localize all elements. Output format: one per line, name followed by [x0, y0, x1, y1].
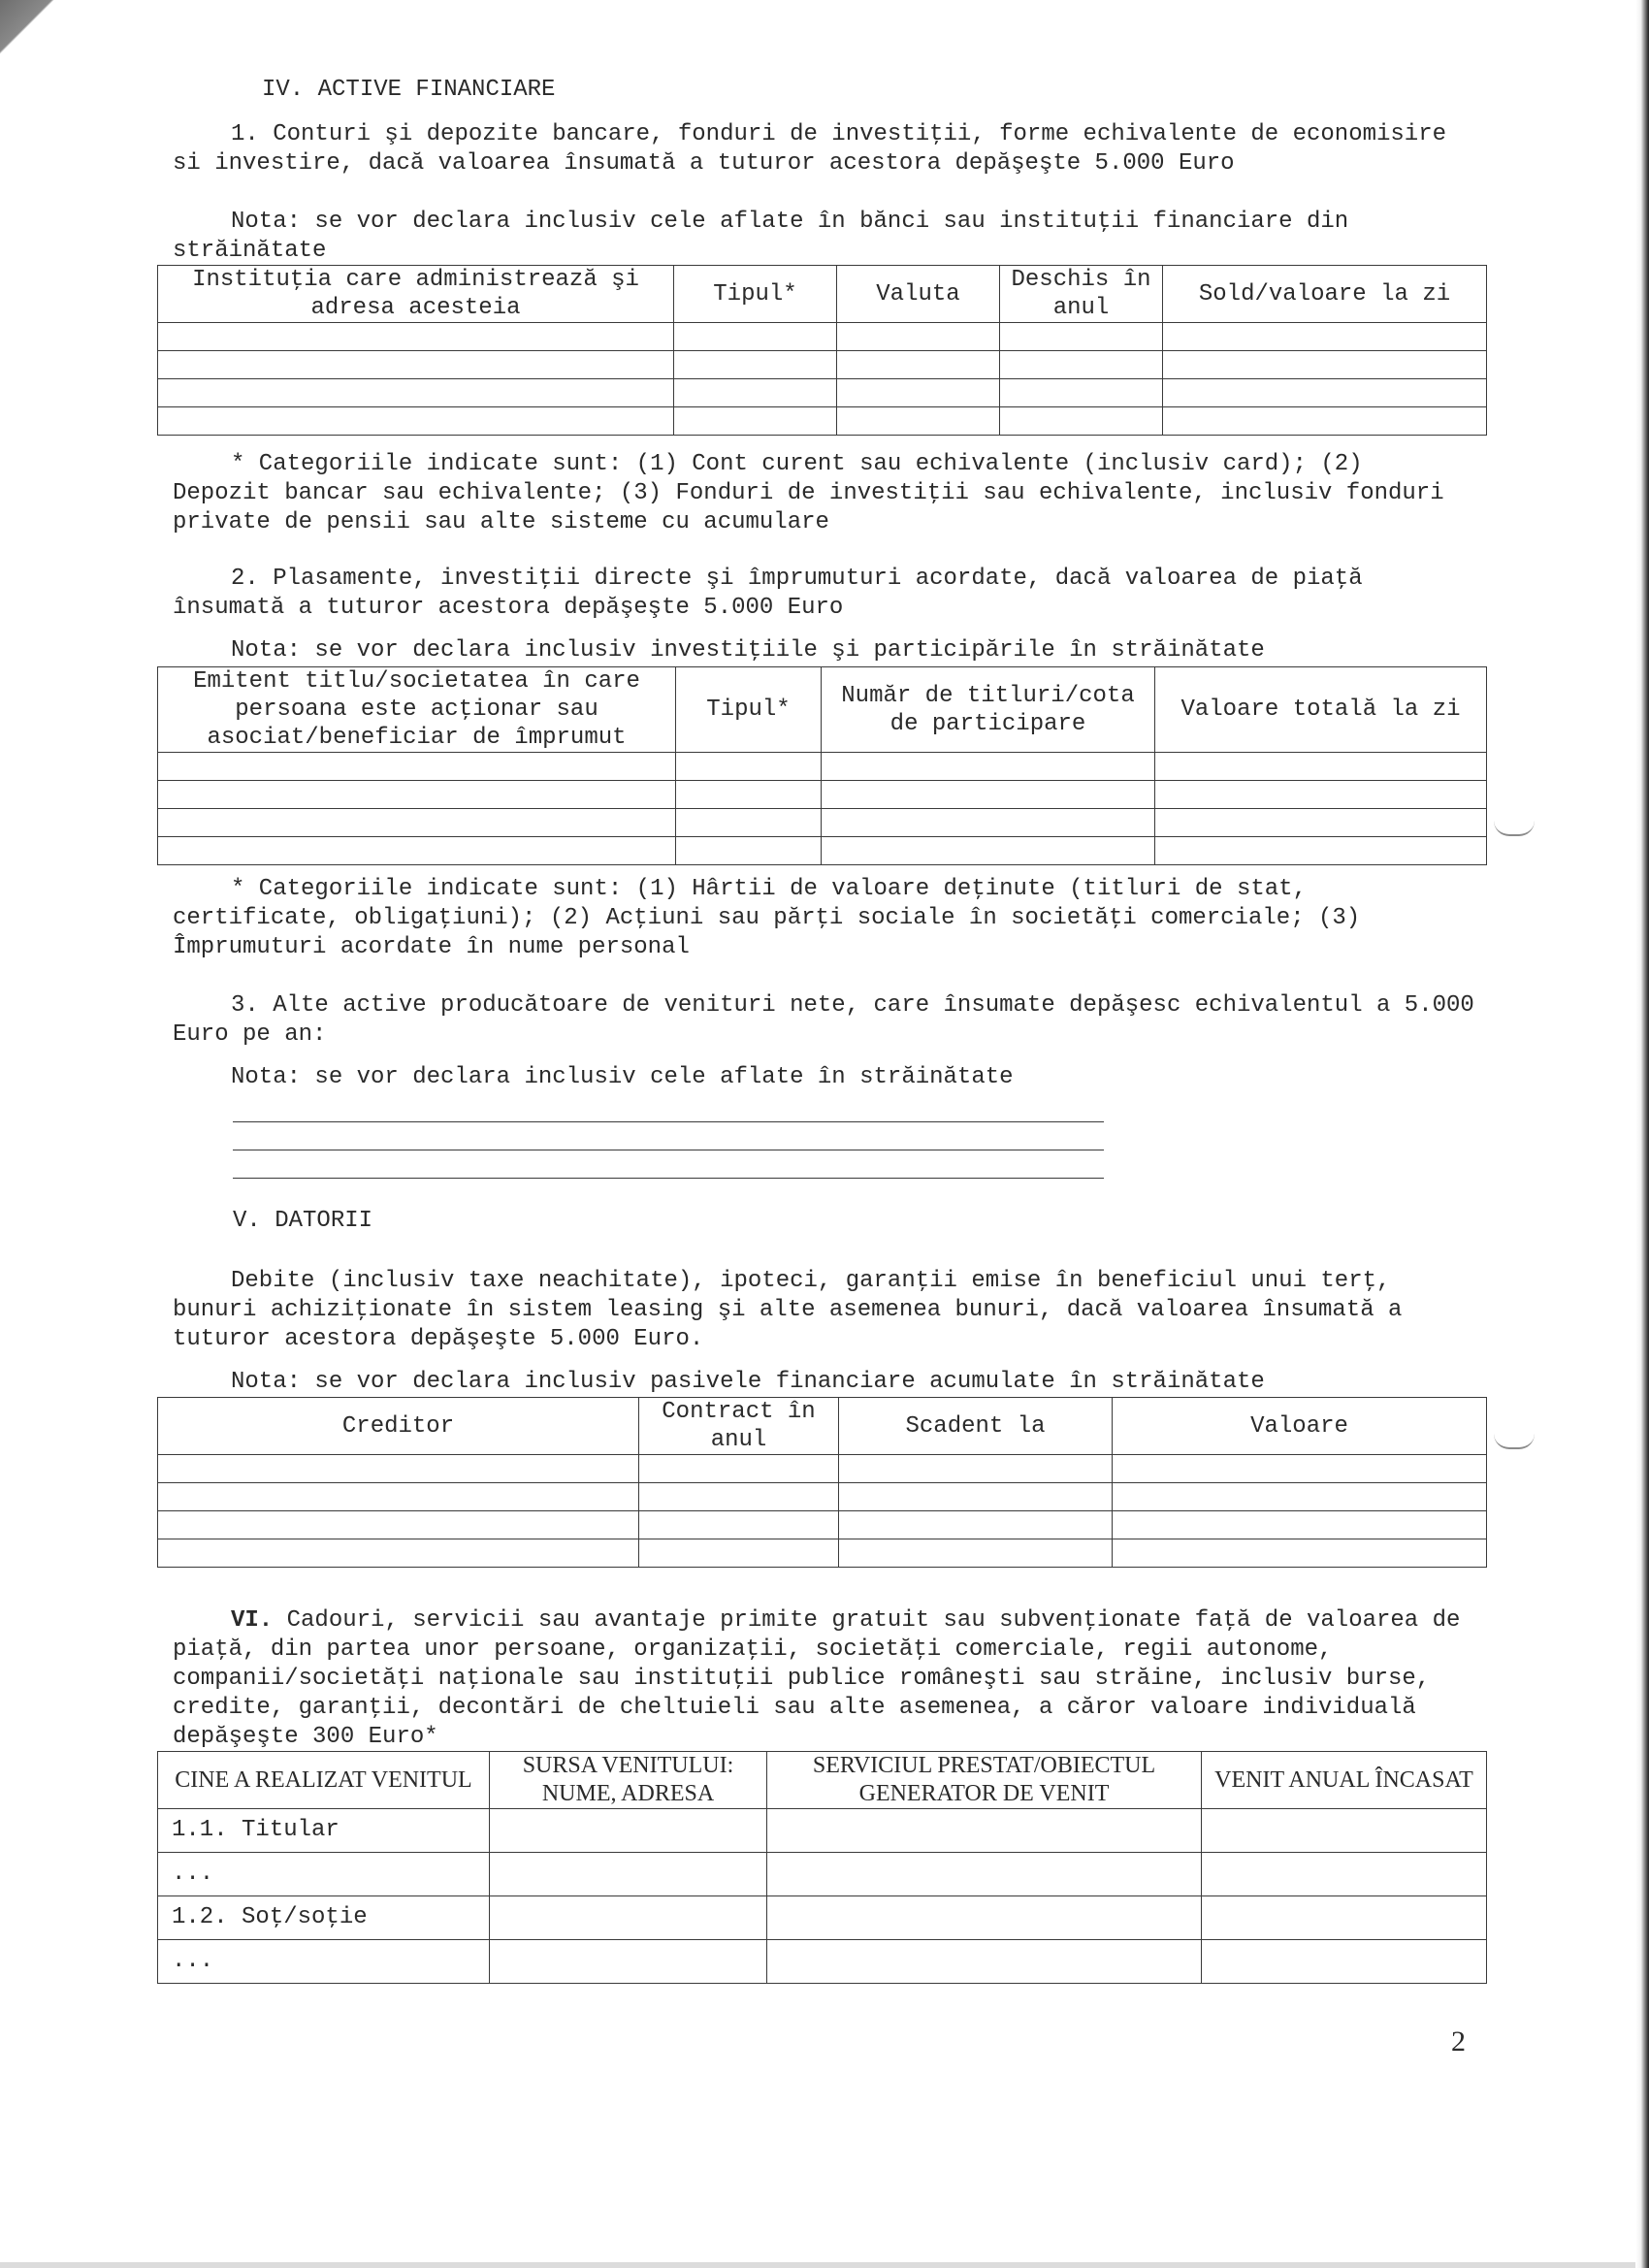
table-cell[interactable] — [676, 753, 822, 781]
table-cell[interactable] — [676, 809, 822, 837]
table-cell[interactable] — [490, 1896, 767, 1940]
table-cell[interactable] — [490, 1809, 767, 1853]
table-cell[interactable] — [1113, 1511, 1487, 1539]
table-row — [158, 753, 1487, 781]
investments-table — [157, 666, 1487, 865]
table-cell[interactable] — [674, 323, 837, 351]
paragraph-iv-3: 3. Alte active producătoare de venituri nete, care însumate depăşesc echivalentul a 5.000 Euro pe an: — [173, 992, 1489, 1048]
table-cell[interactable] — [1000, 351, 1163, 379]
paragraph-v: Debite (inclusiv taxe neachitate), ipoteci, garanţii emise în beneficiul unui terţ, bunuri achiziţionate în sistem leasing şi alte asemenea bunuri, dacă valoarea însumată a tuturor acestora depăşeşte 5.000 Euro. — [173, 1268, 1416, 1352]
column-header: Valuta — [837, 266, 1000, 323]
table-cell[interactable] — [676, 837, 822, 865]
table-header-row — [158, 1752, 1487, 1809]
table-row — [158, 1483, 1487, 1511]
table-cell[interactable] — [1113, 1483, 1487, 1511]
scan-mark — [1494, 821, 1535, 836]
column-header: Tipul* — [674, 266, 837, 323]
column-header: SURSA VENITULUI: NUME, ADRESA — [490, 1752, 767, 1809]
table-cell[interactable] — [1000, 407, 1163, 436]
column-header: Deschis în anul — [1000, 266, 1163, 323]
note-iv-1: Nota: se vor declara inclusiv cele aflate în bănci sau instituţii financiare din străinătate — [173, 209, 1363, 264]
table-cell[interactable] — [1000, 379, 1163, 407]
table-cell[interactable] — [1163, 407, 1487, 436]
table-cell[interactable] — [158, 781, 676, 809]
table-cell[interactable] — [1163, 323, 1487, 351]
column-header: Sold/valoare la zi — [1163, 266, 1487, 323]
column-header: Contract în anul — [639, 1398, 839, 1455]
column-header: Valoare totală la zi — [1155, 667, 1487, 753]
table-cell[interactable] — [158, 407, 674, 436]
table-cell[interactable] — [1155, 837, 1487, 865]
table-cell[interactable] — [1202, 1940, 1487, 1984]
table-row — [158, 1896, 1487, 1940]
table-cell[interactable] — [839, 1455, 1113, 1483]
page-number: 2 — [1451, 2025, 1466, 2057]
table-cell[interactable] — [158, 1511, 639, 1539]
table-row — [158, 1940, 1487, 1984]
column-header: Număr de titluri/cota de participare — [822, 667, 1155, 753]
column-header: SERVICIUL PRESTAT/OBIECTUL GENERATOR DE VENIT — [767, 1752, 1202, 1809]
scan-edge-bottom — [0, 2262, 1635, 2268]
table-cell[interactable] — [1155, 781, 1487, 809]
table-cell[interactable] — [822, 753, 1155, 781]
column-header: Scadent la — [839, 1398, 1113, 1455]
table-row — [158, 351, 1487, 379]
table-cell[interactable] — [1113, 1455, 1487, 1483]
scan-edge — [1635, 0, 1649, 2268]
table-cell[interactable] — [158, 379, 674, 407]
column-header: Instituţia care administrează şi adresa acesteia — [158, 266, 674, 323]
column-header: VENIT ANUAL ÎNCASAT — [1202, 1752, 1487, 1809]
table-cell[interactable] — [837, 323, 1000, 351]
table-cell[interactable] — [158, 837, 676, 865]
table-cell[interactable] — [1155, 753, 1487, 781]
table-cell[interactable] — [490, 1853, 767, 1896]
table-row — [158, 1809, 1487, 1853]
table-cell[interactable] — [839, 1539, 1113, 1568]
folded-corner — [0, 0, 68, 68]
table-row — [158, 323, 1487, 351]
column-header: Valoare — [1113, 1398, 1487, 1455]
table-row — [158, 809, 1487, 837]
note-iv-2: Nota: se vor declara inclusiv investiţiile şi participările în străinătate — [231, 637, 1265, 664]
gifts-table — [157, 1751, 1487, 1984]
table-cell[interactable] — [837, 351, 1000, 379]
table-cell[interactable] — [837, 379, 1000, 407]
section-heading-iv: IV. ACTIVE FINANCIARE — [262, 77, 556, 103]
table-cell[interactable] — [158, 1539, 639, 1568]
table-cell[interactable] — [1163, 379, 1487, 407]
table-cell[interactable] — [158, 809, 676, 837]
table-cell[interactable] — [158, 351, 674, 379]
table-row — [158, 379, 1487, 407]
table-cell[interactable] — [158, 1455, 639, 1483]
table-cell[interactable] — [1202, 1896, 1487, 1940]
paragraph-vi — [173, 1606, 1472, 1752]
table-cell[interactable] — [767, 1940, 1202, 1984]
blank-fill-line[interactable] — [233, 1121, 1104, 1122]
footnote-table-1: * Categoriile indicate sunt: (1) Cont curent sau echivalente (inclusiv card); (2) Depozit bancar sau echivalente; (3) Fonduri de investiţii sau echivalente, inclusiv fonduri private de pensii sau alte sisteme cu acumulare — [173, 451, 1459, 535]
table-cell[interactable] — [158, 323, 674, 351]
table-cell[interactable] — [674, 379, 837, 407]
table-cell[interactable] — [674, 407, 837, 436]
table-cell[interactable] — [767, 1809, 1202, 1853]
table-row — [158, 1539, 1487, 1568]
table-cell[interactable] — [639, 1455, 839, 1483]
note-v: Nota: se vor declara inclusiv pasivele financiare acumulate în străinătate — [231, 1369, 1265, 1395]
row-label: 1.2. Soţ/soţie — [158, 1896, 490, 1940]
table-row — [158, 1511, 1487, 1539]
table-row — [158, 837, 1487, 865]
table-cell[interactable] — [767, 1853, 1202, 1896]
table-header-row — [158, 266, 1487, 323]
paragraph-iv-1: 1. Conturi şi depozite bancare, fonduri de investiţii, forme echivalente de economisire si investire, dacă valoarea însumată a tuturor acestora depăşeşte 5.000 Euro — [173, 121, 1461, 177]
bank-accounts-table — [157, 265, 1487, 436]
table-row — [158, 407, 1487, 436]
table-row — [158, 1455, 1487, 1483]
row-label: ... — [158, 1853, 490, 1896]
table-cell[interactable] — [839, 1483, 1113, 1511]
paragraph-iv-2: 2. Plasamente, investiţii directe şi împrumuturi acordate, dacă valoarea de piaţă însumată a tuturor acestora depăşeşte 5.000 Euro — [173, 566, 1376, 621]
table-cell[interactable] — [1202, 1809, 1487, 1853]
table-cell[interactable] — [1113, 1539, 1487, 1568]
table-cell[interactable] — [839, 1511, 1113, 1539]
table-cell[interactable] — [639, 1539, 839, 1568]
table-header-row — [158, 667, 1487, 753]
table-row — [158, 1853, 1487, 1896]
table-cell[interactable] — [1202, 1853, 1487, 1896]
row-label: ... — [158, 1940, 490, 1984]
note-iv-3: Nota: se vor declara inclusiv cele aflate în străinătate — [231, 1064, 1014, 1090]
column-header: CINE A REALIZAT VENITUL — [158, 1752, 490, 1809]
scan-mark — [1494, 1434, 1535, 1449]
column-header: Creditor — [158, 1398, 639, 1455]
section-heading-v: V. DATORII — [233, 1208, 373, 1234]
table-cell[interactable] — [837, 407, 1000, 436]
table-cell[interactable] — [822, 809, 1155, 837]
table-cell[interactable] — [1000, 323, 1163, 351]
table-cell[interactable] — [490, 1940, 767, 1984]
table-row — [158, 781, 1487, 809]
row-label: 1.1. Titular — [158, 1809, 490, 1853]
table-cell[interactable] — [676, 781, 822, 809]
column-header: Tipul* — [676, 667, 822, 753]
paragraph-vi-text: Cadouri, servicii sau avantaje primite gratuit sau subvenţionate faţă de valoarea de piaţă, din partea unor persoane, organizaţii, societăţi comerciale, regii autonome, companii/societăţi naţionale sau instituţii publice româneşti sau străine, inclusiv burse, credite, garanţii, decontări de cheltuieli sau alte asemenea, a căror valoare individuală depăşeşte 300 Euro* — [173, 1607, 1474, 1750]
debts-table — [157, 1397, 1487, 1568]
table-cell[interactable] — [1155, 809, 1487, 837]
table-cell[interactable] — [822, 837, 1155, 865]
table-cell[interactable] — [158, 753, 676, 781]
footnote-table-2: * Categoriile indicate sunt: (1) Hârtii de valoare deţinute (titluri de stat, certificate, obligaţiuni); (2) Acţiuni sau părţi sociale în societăţi comerciale; (3) Împrumuturi acordate în nume personal — [173, 876, 1374, 960]
table-cell[interactable] — [639, 1483, 839, 1511]
table-cell[interactable] — [158, 1483, 639, 1511]
section-numeral-vi: VI. — [231, 1607, 274, 1634]
table-header-row — [158, 1398, 1487, 1455]
blank-fill-line[interactable] — [233, 1178, 1104, 1179]
table-cell[interactable] — [639, 1511, 839, 1539]
table-cell[interactable] — [1163, 351, 1487, 379]
table-cell[interactable] — [822, 781, 1155, 809]
table-cell[interactable] — [767, 1896, 1202, 1940]
table-cell[interactable] — [674, 351, 837, 379]
column-header: Emitent titlu/societatea în care persoana este acţionar sau asociat/beneficiar de împrumut — [158, 667, 676, 753]
